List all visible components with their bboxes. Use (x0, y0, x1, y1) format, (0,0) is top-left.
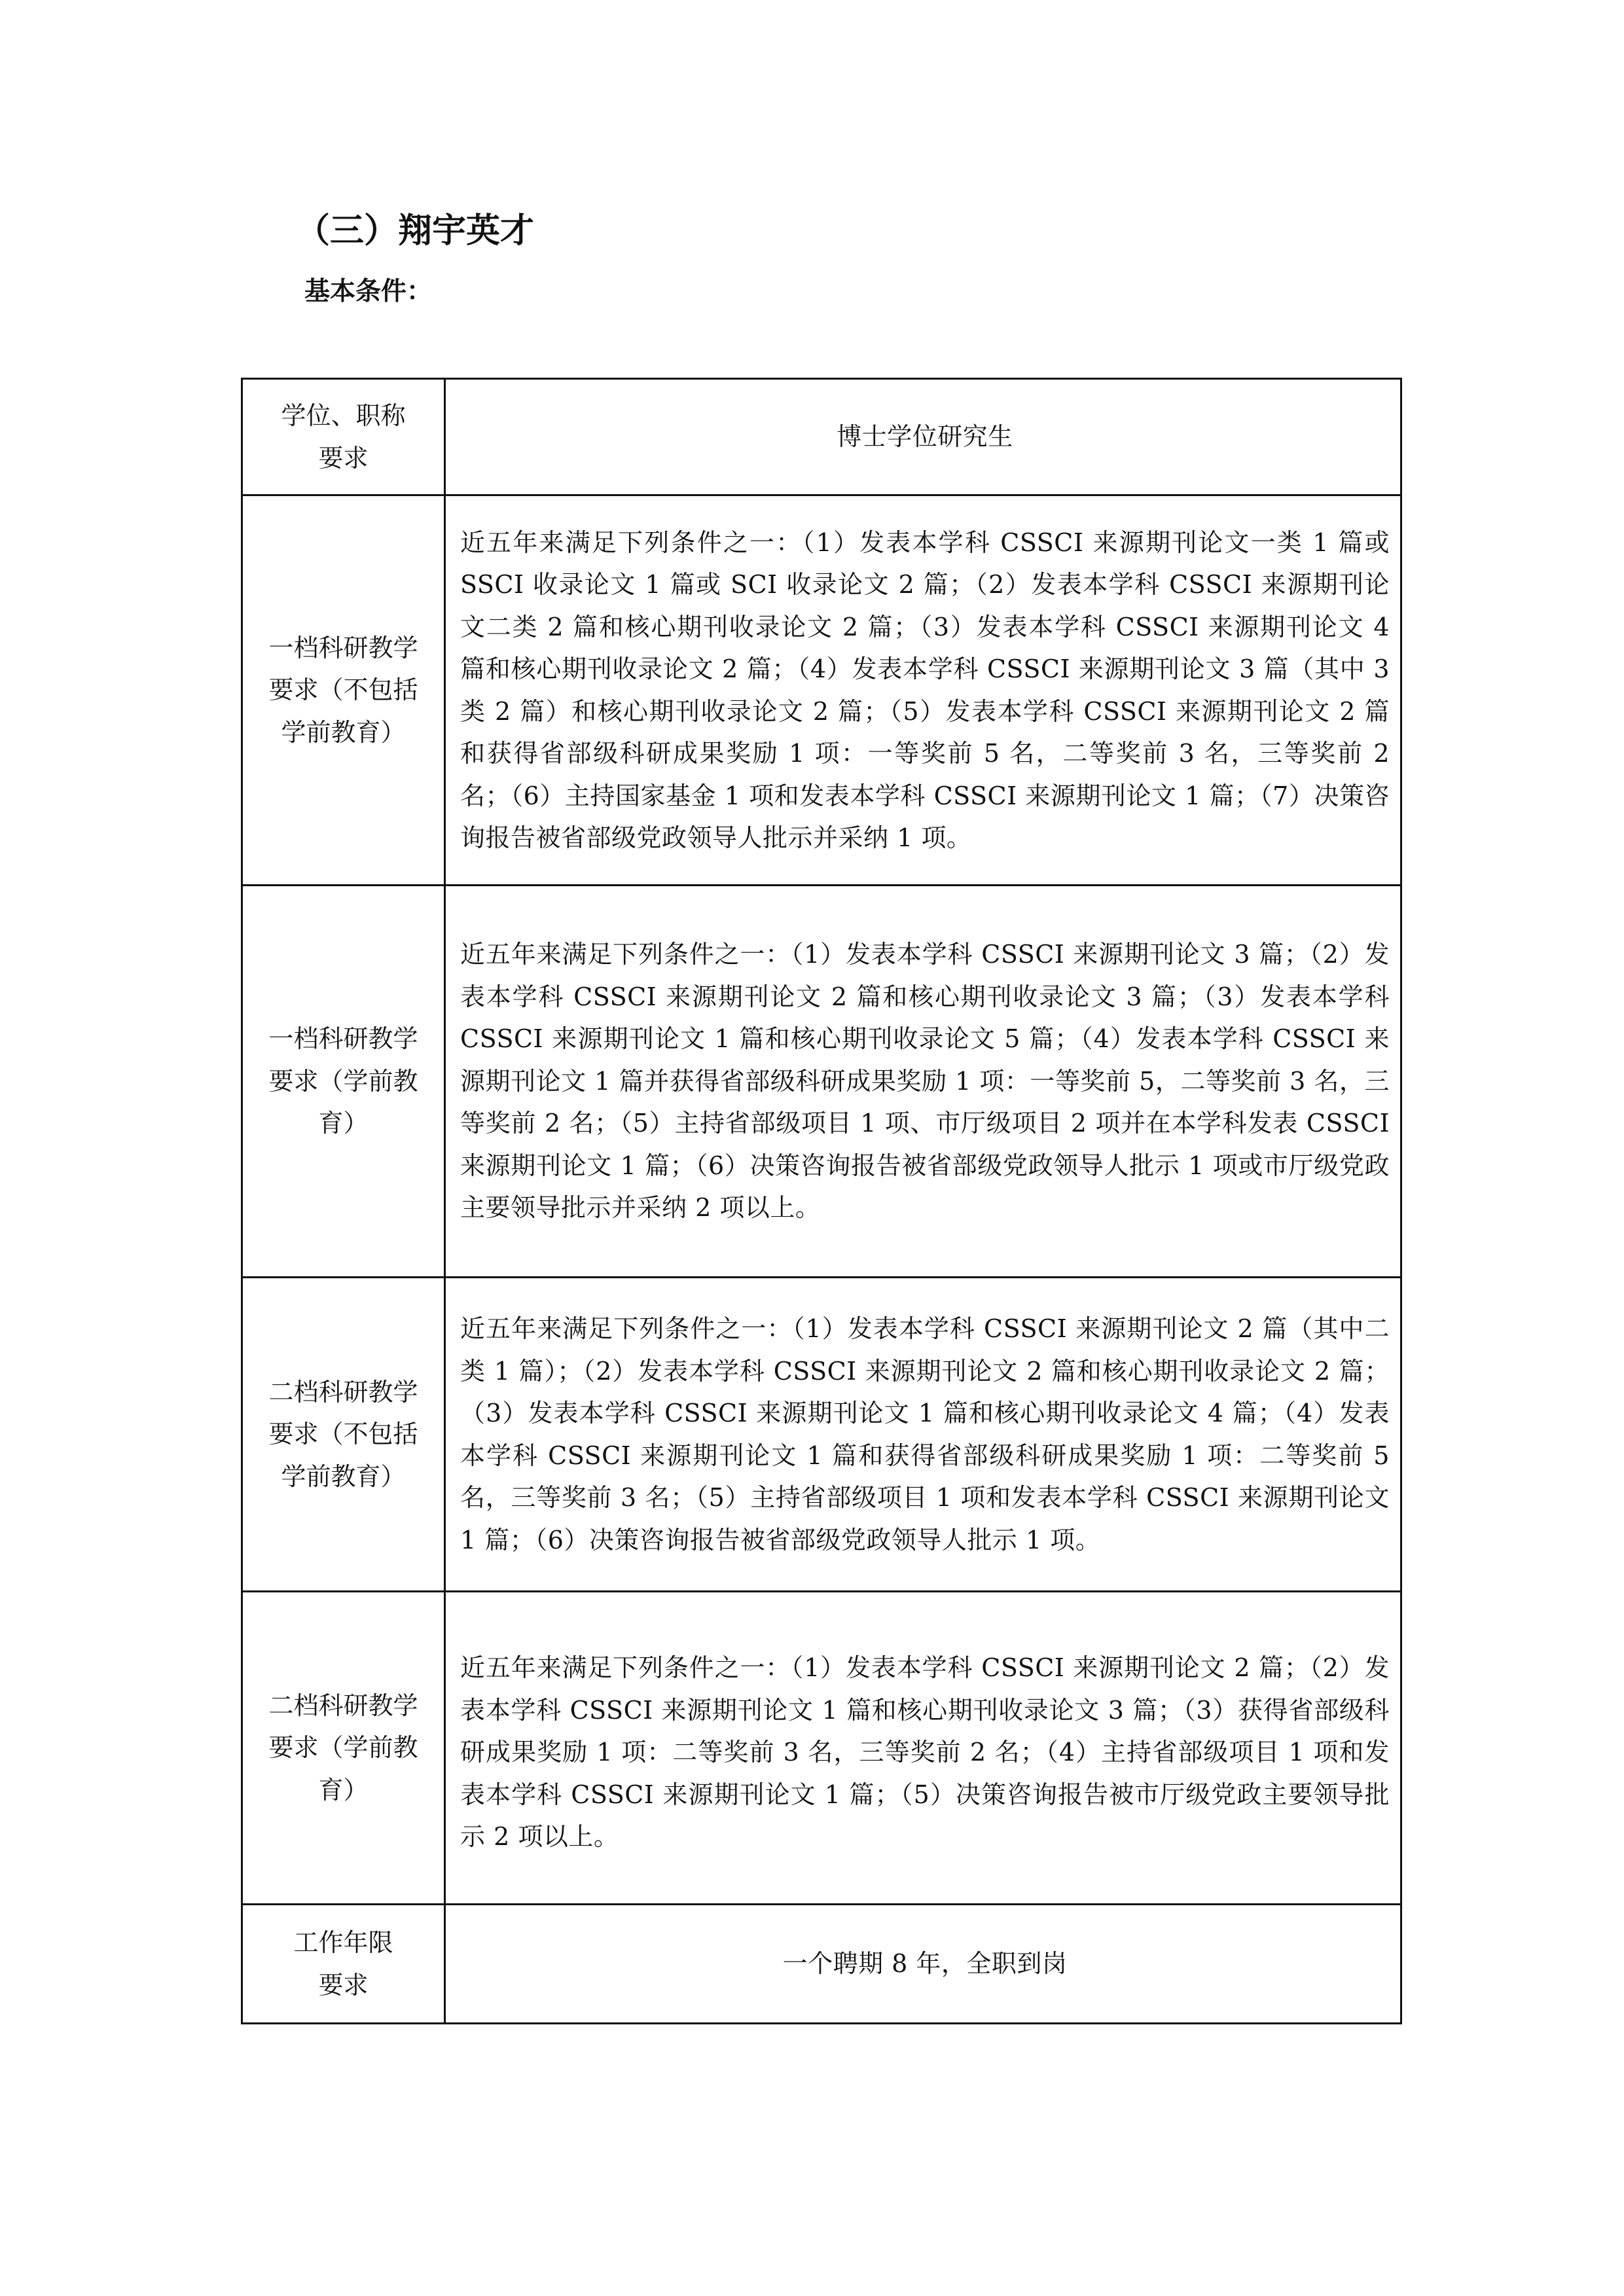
table-row-tier1-preschool (242, 886, 1401, 1278)
row-label: 二档科研教学 要求（不包括 学前教育） (242, 1278, 445, 1592)
table-row-tier2-preschool (242, 1592, 1401, 1905)
row-content: 博士学位研究生 (445, 379, 1401, 495)
row-label: 工作年限 要求 (242, 1905, 445, 2024)
basic-conditions-heading: 基本条件： (304, 277, 433, 306)
row-content: 近五年来满足下列条件之一：（1）发表本学科 CSSCI 来源期刊论文 2 篇；（2）发表本学科 CSSCI 来源期刊论文 1 篇和核心期刊收录论文 3 篇；（3）获得省部级科研成果奖励 1 项：二等奖前 3 名，三等奖前 2 名；（4）主持省部级项目 1 项和发表本学科 CSSCI 来源期刊论文 1 篇；（5）决策咨询报告被市厅级党政主要领导批示 2 项以上。 (445, 1592, 1401, 1905)
row-content: 一个聘期 8 年，全职到岗 (445, 1905, 1401, 2024)
row-label: 学位、职称 要求 (242, 379, 445, 495)
row-content: 近五年来满足下列条件之一：（1）发表本学科 CSSCI 来源期刊论文 2 篇（其中二类 1 篇）；（2）发表本学科 CSSCI 来源期刊论文 2 篇和核心期刊收录论文 2 篇；（3）发表本学科 CSSCI 来源期刊论文 1 篇和核心期刊收录论文 4 篇；（4）发表本学科 CSSCI 来源期刊论文 1 篇和获得省部级科研成果奖励 1 项：二等奖前 5 名，三等奖前 3 名；（5）主持省部级项目 1 项和发表本学科 CSSCI 来源期刊论文 1 篇；（6）决策咨询报告被省部级党政领导人批示 1 项。 (445, 1278, 1401, 1592)
section-title: （三）翔宇英才 (296, 211, 535, 251)
row-label: 一档科研教学 要求（学前教 育） (242, 886, 445, 1278)
table-row-work-years (242, 1905, 1401, 2024)
table-row-tier2-general (242, 1278, 1401, 1592)
requirements-table (241, 378, 1402, 2024)
table-row-degree (242, 379, 1401, 495)
table-row-tier1-general (242, 495, 1401, 886)
row-label: 一档科研教学 要求（不包括 学前教育） (242, 495, 445, 886)
row-content: 近五年来满足下列条件之一：（1）发表本学科 CSSCI 来源期刊论文 3 篇；（2）发表本学科 CSSCI 来源期刊论文 2 篇和核心期刊收录论文 3 篇；（3）发表本学科 CSSCI 来源期刊论文 1 篇和核心期刊收录论文 5 篇；（4）发表本学科 CSSCI 来源期刊论文 1 篇并获得省部级科研成果奖励 1 项：一等奖前 5，二等奖前 3 名，三等奖前 2 名；（5）主持省部级项目 1 项、市厅级项目 2 项并在本学科发表 CSSCI 来源期刊论文 1 篇；（6）决策咨询报告被省部级党政领导人批示 1 项或市厅级党政主要领导批示并采纳 2 项以上。 (445, 886, 1401, 1278)
row-label: 二档科研教学 要求（学前教 育） (242, 1592, 445, 1905)
row-content: 近五年来满足下列条件之一：（1）发表本学科 CSSCI 来源期刊论文一类 1 篇或 SSCI 收录论文 1 篇或 SCI 收录论文 2 篇；（2）发表本学科 CSSCI 来源期刊论文二类 2 篇和核心期刊收录论文 2 篇；（3）发表本学科 CSSCI 来源期刊论文 4 篇和核心期刊收录论文 2 篇；（4）发表本学科 CSSCI 来源期刊论文 3 篇（其中 3 类 2 篇）和核心期刊收录论文 2 篇；（5）发表本学科 CSSCI 来源期刊论文 2 篇和获得省部级科研成果奖励 1 项：一等奖前 5 名，二等奖前 3 名，三等奖前 2 名；（6）主持国家基金 1 项和发表本学科 CSSCI 来源期刊论文 1 篇；（7）决策咨询报告被省部级党政领导人批示并采纳 1 项。 (445, 495, 1401, 886)
